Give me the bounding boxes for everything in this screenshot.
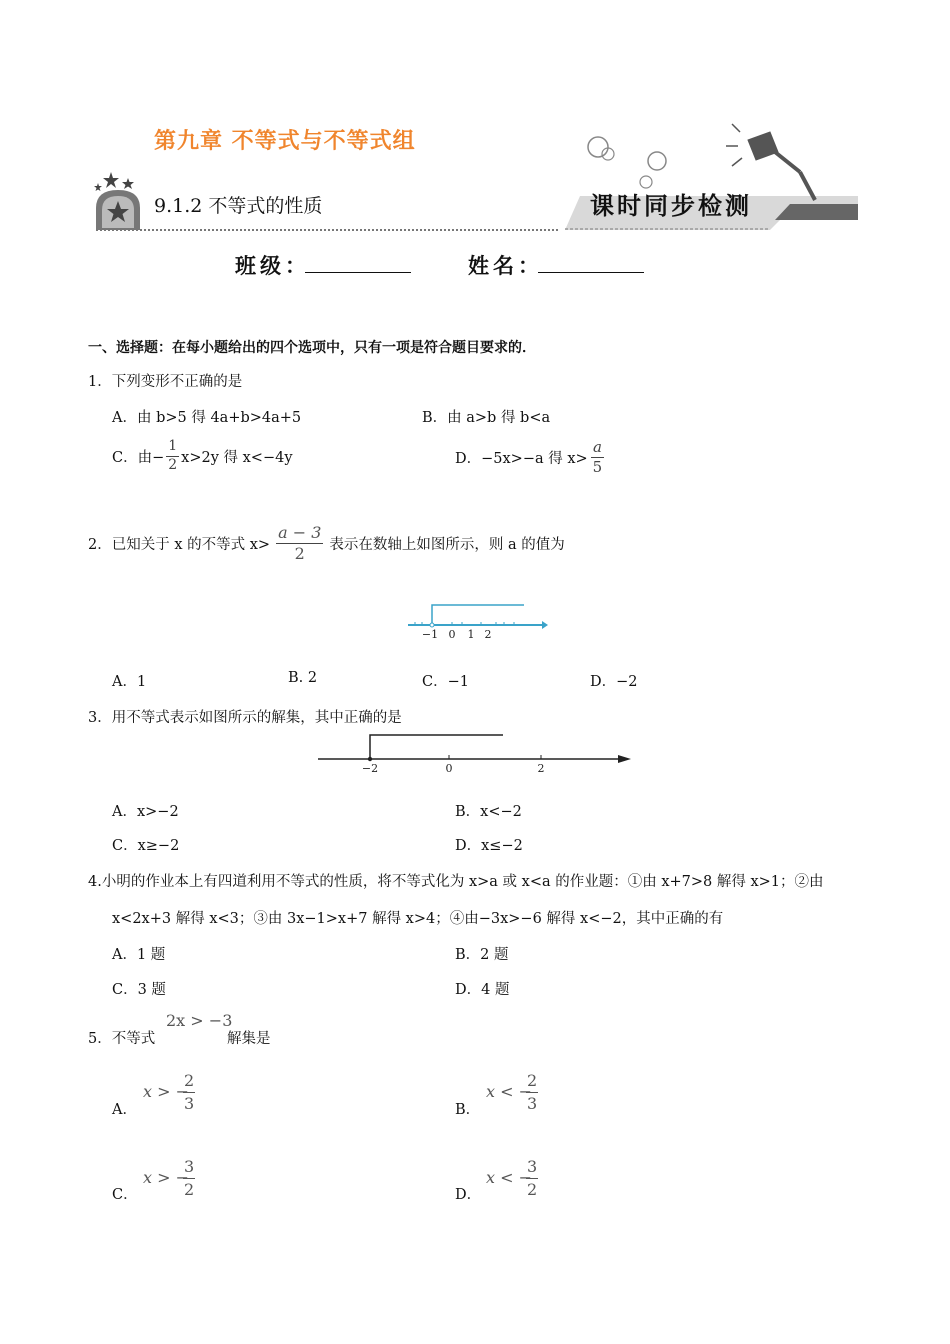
question-stem: 用不等式表示如图所示的解集，其中正确的是 <box>111 710 402 726</box>
q5-option-b-frac: 2 3 <box>527 1071 538 1113</box>
q5-option-d-frac: 3 2 <box>527 1157 538 1199</box>
q3-option-c: C．x≥−2 <box>112 838 180 854</box>
axis-label: 1 <box>467 628 475 641</box>
q1-option-a: A．由 b>5 得 4a+b>4a+5 <box>112 410 302 426</box>
name-input-line <box>538 250 644 273</box>
q3-option-a: A．x>−2 <box>112 804 179 820</box>
question-number: 1． <box>88 374 112 390</box>
question-4-line2: x<2x+3 解得 x<3；③由 3x−1>x+7 解得 x>4；④由−3x>−6 解得 x<−2，其中正确的有 <box>112 911 724 927</box>
star-icon <box>122 178 134 189</box>
q5-option-c-label: C． <box>112 1187 138 1203</box>
q4-option-b: B．2 题 <box>455 947 509 963</box>
question-1 <box>88 370 242 391</box>
header-decoration <box>0 0 950 240</box>
q3-option-d: D．x≤−2 <box>455 838 523 854</box>
question-5: 5．不等式 <box>88 1031 156 1047</box>
star-icon <box>103 172 119 188</box>
q2-option-b: B. 2 <box>288 670 318 686</box>
q5-stem-post: 解集是 <box>227 1031 271 1047</box>
q4-option-d: D．4 题 <box>455 982 510 998</box>
q2-option-c: C．−1 <box>422 674 469 690</box>
question-number: 2． <box>88 537 112 553</box>
question-3 <box>88 706 402 727</box>
q5-option-c-lhs: x > − <box>143 1168 190 1187</box>
question-number: 3． <box>88 710 112 726</box>
name-label: 姓名： <box>468 253 543 278</box>
question-4 <box>88 870 824 891</box>
question-number: 5． <box>88 1031 112 1047</box>
q5-option-b-lhs: x < − <box>486 1082 533 1101</box>
axis-label: 0 <box>448 628 456 641</box>
q5-option-d-label: D． <box>455 1187 482 1203</box>
q2-option-d: D．−2 <box>590 674 638 690</box>
q2-number-line <box>400 598 550 643</box>
q5-inequality: 2x > −3 <box>166 1011 233 1030</box>
q1-option-c: C．由− $\frac{1}{2}$ x>2y 得 x<−4y <box>112 438 293 473</box>
axis-label: 2 <box>484 628 492 641</box>
q5-option-c-frac: 3 2 <box>184 1157 195 1199</box>
bubble-icon <box>588 137 608 157</box>
star-icon <box>94 183 102 191</box>
q3-option-b: B．x<−2 <box>455 804 522 820</box>
class-input-line <box>305 250 411 273</box>
q5-option-a-label: A． <box>112 1102 137 1118</box>
q1-option-b: B．由 a>b 得 b<a <box>422 410 551 426</box>
q4-option-c: C．3 题 <box>112 982 166 998</box>
question-2: 2． 已知关于 x 的不等式 x> $\frac{a - 3}{2}$ 表示在数轴上如图所示，则 a 的值为 <box>88 523 565 563</box>
q5-option-d-lhs: x < − <box>486 1168 533 1187</box>
section-heading: 一、选择题：在每小题给出的四个选项中，只有一项是符合题目要求的． <box>88 340 536 356</box>
banner-text: 课时同步检测 <box>590 191 752 220</box>
axis-label: 2 <box>537 762 545 775</box>
axis-label: 0 <box>445 762 453 775</box>
axis-label: −2 <box>361 762 379 775</box>
q2-option-a: A．1 <box>112 674 147 690</box>
question-number: 4. <box>88 874 102 890</box>
q1-option-d: D．−5x>−a 得 x> $\frac{a}{5}$ <box>455 438 603 476</box>
axis-label: −1 <box>421 628 439 641</box>
q3-number-line <box>315 730 635 775</box>
q5-option-b-label: B． <box>455 1102 481 1118</box>
q5-option-a-frac: 2 3 <box>184 1071 195 1113</box>
q5-option-a-lhs: x > − <box>143 1082 190 1101</box>
chapter-title: 第九章 不等式与不等式组 <box>154 129 416 154</box>
q4-option-a: A．1 题 <box>112 947 166 963</box>
question-stem: 下列变形不正确的是 <box>111 374 243 390</box>
section-title: 9.1.2 不等式的性质 <box>154 195 323 217</box>
class-label: 班级： <box>235 253 310 278</box>
question-stem: 小明的作业本上有四道利用不等式的性质，将不等式化为 x>a 或 x<a 的作业题：①由 x+7>8 解得 x>1；②由 <box>101 874 824 890</box>
